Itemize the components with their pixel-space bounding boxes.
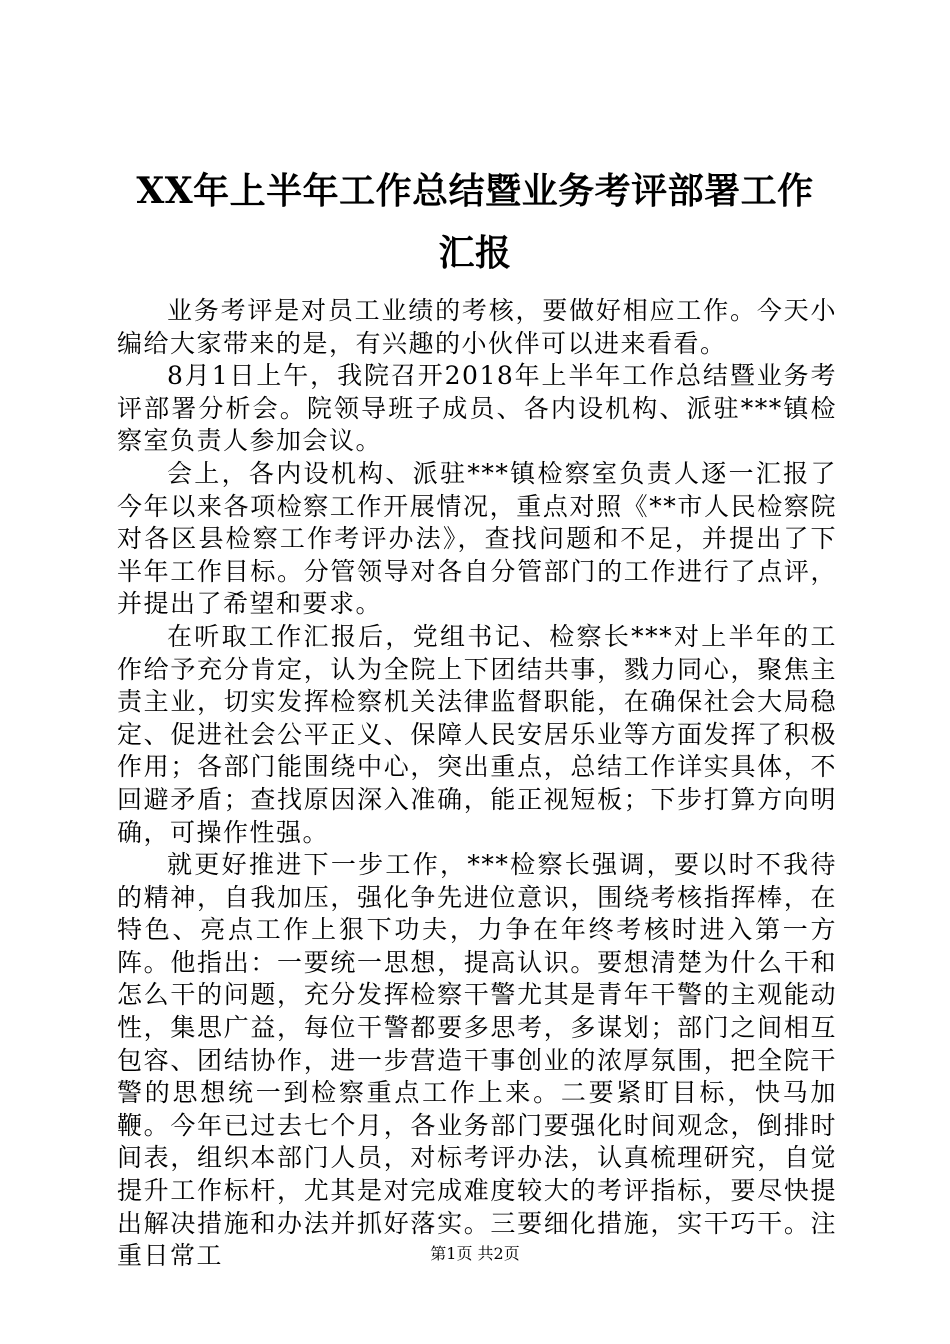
paragraph: 业务考评是对员工业绩的考核，要做好相应工作。今天小编给大家带来的是，有兴趣的小伙伴可以进来看看。 xyxy=(117,296,837,358)
page-number-footer: 第1页 共2页 xyxy=(430,1244,520,1263)
paragraph: 8月1日上午，我院召开2018年上半年工作总结暨业务考评部署分析会。院领导班子成员、各内设机构、派驻***镇检察室负责人参加会议。 xyxy=(117,361,837,456)
paragraph: 就更好推进下一步工作，***检察长强调，要以时不我待的精神，自我加压，强化争先进位意识，围绕考核指挥棒，在特色、亮点工作上狠下功夫，力争在年终考核时进入第一方阵。他指出：一要统一思想，提高认识。要想清楚为什么干和怎么干的问题，充分发挥检察干警尤其是青年干警的主观能动性，集思广益，每位干警都要多思考，多谋划；部门之间相互包容、团结协作，进一步营造干事创业的浓厚氛围，把全院干警的思想统一到检察重点工作上来。二要紧盯目标，快马加鞭。今年已过去七个月，各业务部门要强化时间观念，倒排时间表，组织本部门人员，对标考评办法，认真梳理研究，自觉提升工作标杆，尤其是对完成难度较大的考评指标，要尽快提出解决措施和办法并抓好落实。三要细化措施，实干巧干。注重日常工 xyxy=(117,850,837,1271)
paragraph: 会上，各内设机构、派驻***镇检察室负责人逐一汇报了今年以来各项检察工作开展情况，重点对照《**市人民检察院对各区县检察工作考评办法》，查找问题和不足，并提出了下半年工作目标。分管领导对各自分管部门的工作进行了点评，并提出了希望和要求。 xyxy=(117,458,837,619)
paragraph: 在听取工作汇报后，党组书记、检察长***对上半年的工作给予充分肯定，认为全院上下团结共事，戮力同心，聚焦主责主业，切实发挥检察机关法律监督职能，在确保社会大局稳定、促进社会公平正义、保障人民安居乐业等方面发挥了积极作用；各部门能围绕中心，突出重点，总结工作详实具体，不回避矛盾；查找原因深入准确，能正视短板；下步打算方向明确，可操作性强。 xyxy=(117,621,837,847)
document-title: XX年上半年工作总结暨业务考评部署工作汇报 xyxy=(136,170,814,274)
document-body xyxy=(117,295,837,1273)
